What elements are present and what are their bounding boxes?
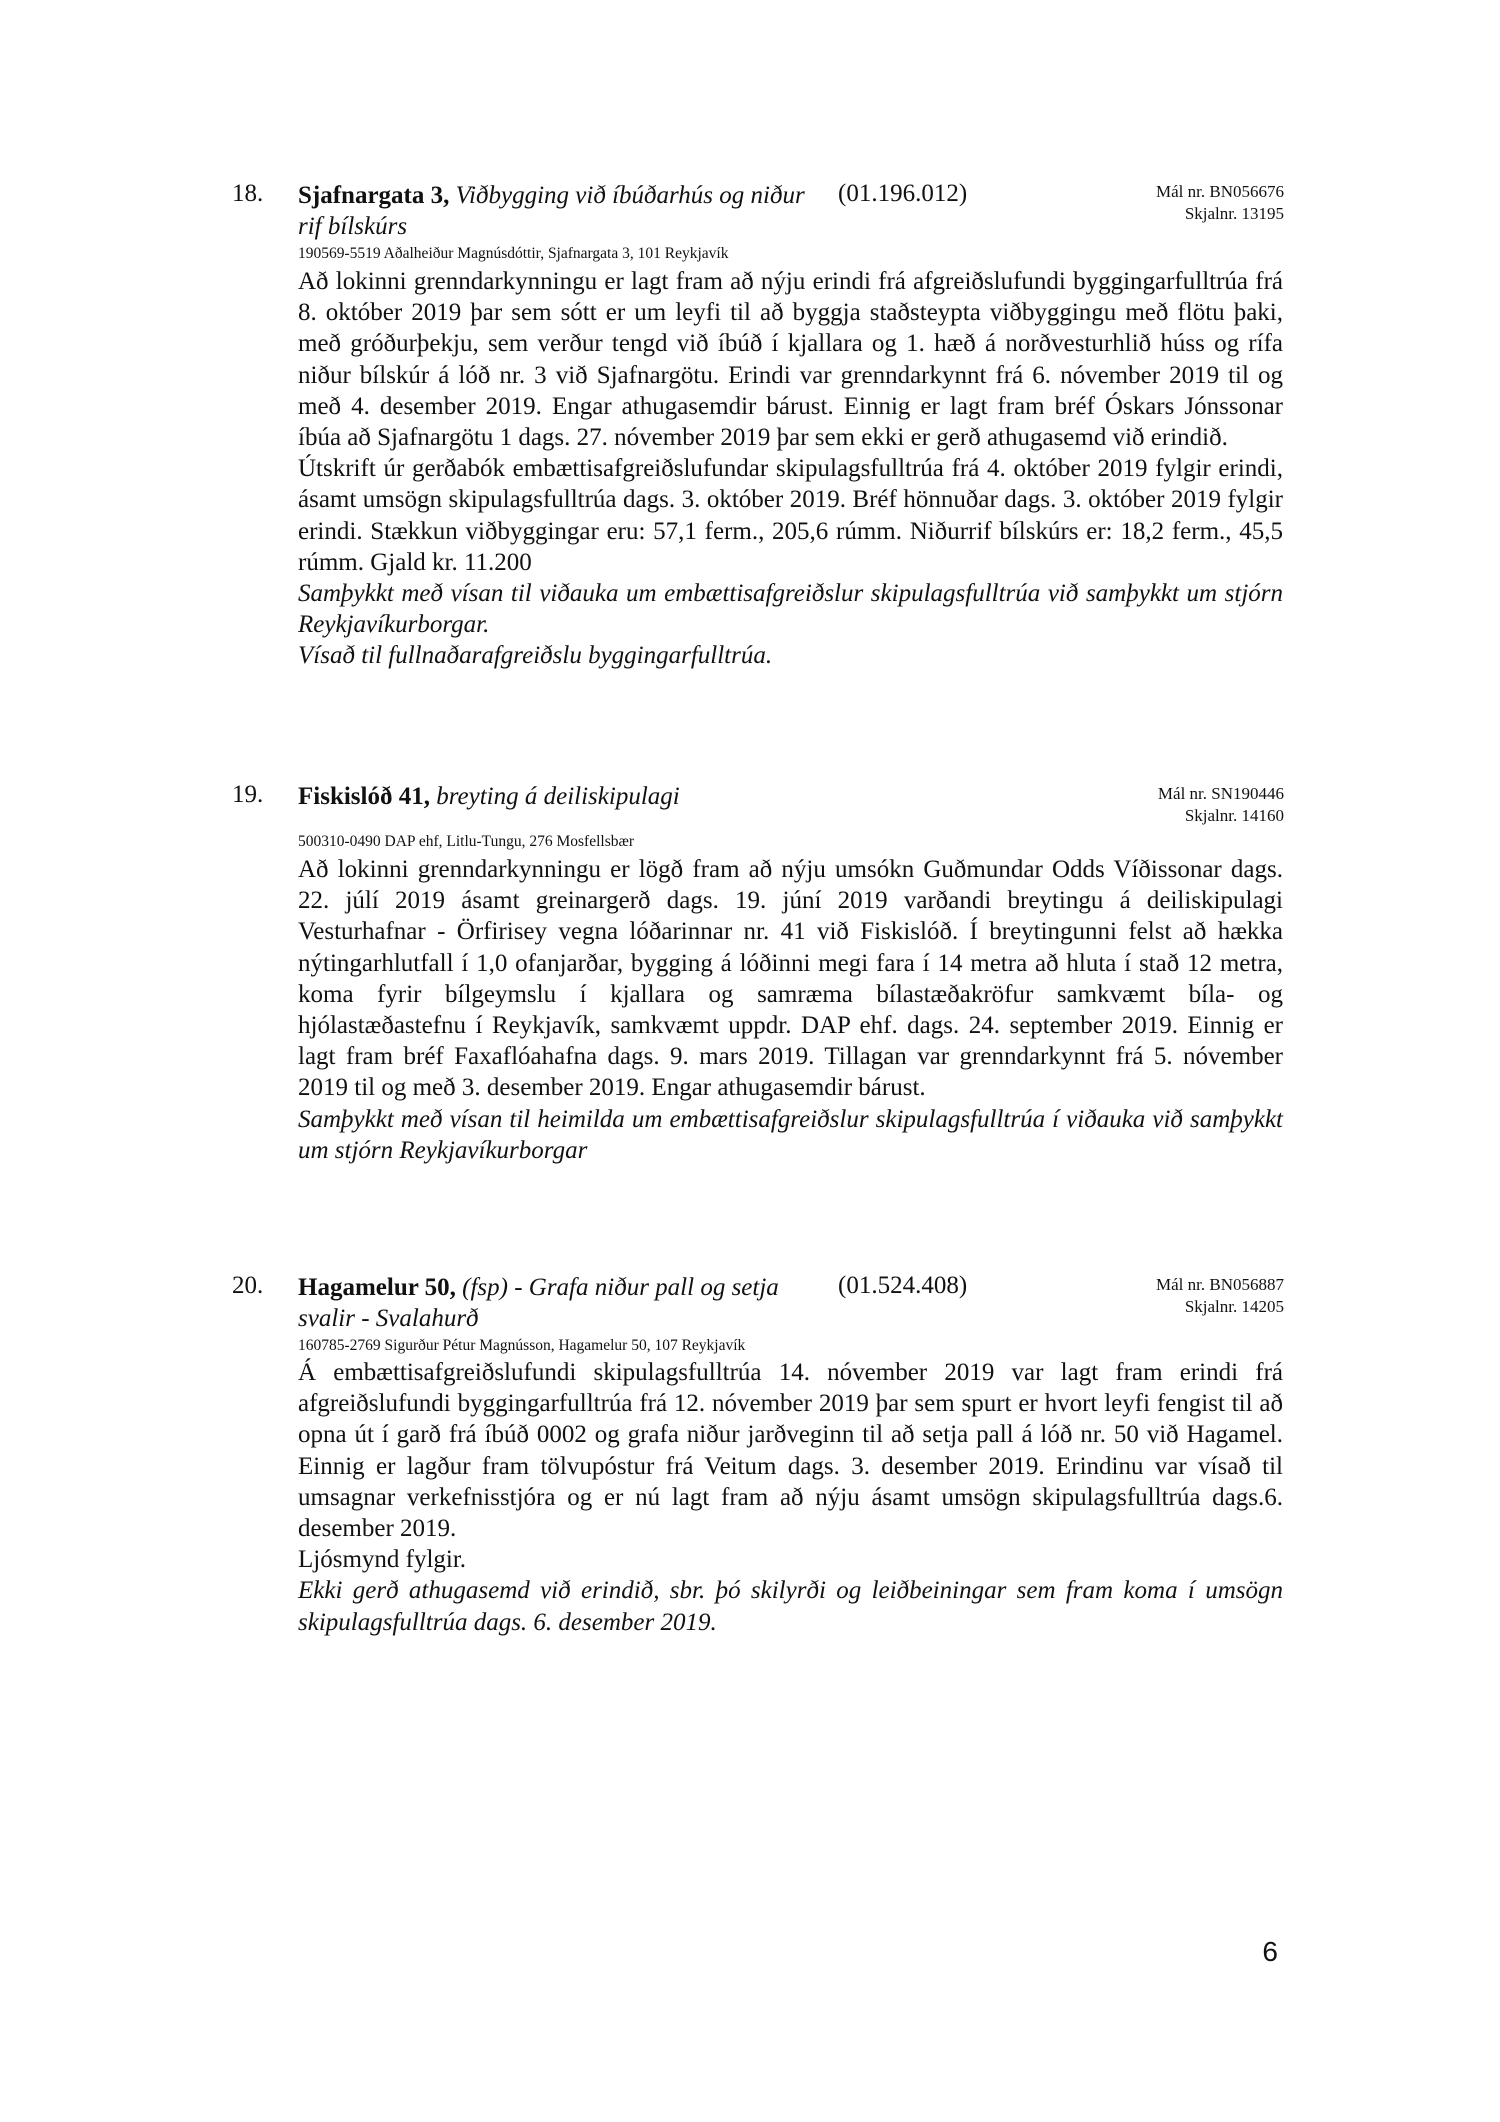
paragraph: Útskrift úr gerðabók embættisafgreiðslufundar skipulagsfulltrúa frá 4. október 2019 fylgir erindi, ásamt umsögn skipulagsfulltrúa dags. 3. október 2019. Bréf hönnuðar dags. 3. október 2019 fylgir erindi. Stækkun viðbyggingar eru: 57,1 ferm., 205,6 rúmm. Niðurrif bílskúrs er: 18,2 ferm., 45,5 rúmm. Gjald kr. 11.200 (298, 455, 1283, 576)
case-number: Mál nr. SN190446 (1157, 784, 1284, 803)
item-meta (1156, 181, 1284, 225)
paragraph: Á embættisafgreiðslufundi skipulagsfulltrúa 14. nóvember 2019 var lagt fram erindi frá afgreiðslufundi byggingarfulltrúa frá 12. nóvember 2019 þar sem spurt er hvort leyfi fengist til að opna út í garð frá íbúð 0002 og grafa niður jarðveginn til að setja pall á lóð nr. 50 við Hagamel. Einnig er lagður fram tölvupóstur frá Veitum dags. 3. desember 2019. Erindinu var vísað til umsagnar verkefnisstjóra og er nú lagt fram að nýju ásamt umsögn skipulagsfulltrúa dags.6. desember 2019. (298, 1359, 1283, 1543)
item-number: 18. (232, 180, 264, 207)
document-number: Skjalnr. 14160 (1184, 806, 1284, 825)
case-number: Mál nr. BN056676 (1156, 182, 1284, 201)
paragraph: Að lokinni grenndarkynningu er lögð fram að nýju umsókn Guðmundar Odds Víðissonar dags. 22. júlí 2019 ásamt greinargerð dags. 19. júní 2019 varðandi breytingu á deiliskipulagi Vesturhafnar - Örfirisey vegna lóðarinnar nr. 41 við Fiskislóð. Í breytingunni felst að hækka nýtingarhlutfall í 1,0 ofanjarðar, bygging á lóðinni megi fara í 14 metra að hluta í stað 12 metra, koma fyrir bílgeymslu í kjallara og samræma bílastæðakröfur samkvæmt bíla- og hjólastæðastefnu í Reykjavík, samkvæmt uppdr. DAP ehf. dags. 24. september 2019. Einnig er lagt fram bréf Faxaflóahafna dags. 9. mars 2019. Tillagan var grenndarkynnt frá 5. nóvember 2019 til og með 3. desember 2019. Engar athugasemdir bárust. (298, 856, 1283, 1102)
item-meta (1158, 783, 1284, 827)
item-title (298, 1272, 808, 1334)
item-reference: (01.196.012) (838, 180, 968, 207)
item-subject: breyting á deiliskipulagi (436, 783, 680, 810)
item-reference: (01.524.408) (838, 1272, 968, 1299)
decision-text: Samþykkt með vísan til heimilda um embættisafgreiðslur skipulagsfulltrúa í viðauka við samþykkt um stjórn Reykjavíkurborgar (298, 1105, 1283, 1164)
item-body (298, 1357, 1283, 1638)
item-subject: (fsp) - Grafa niður pall og setja svalir - Svalahurð (298, 1274, 779, 1332)
applicant-line: 160785-2769 Sigurður Pétur Magnússon, Hagamelur 50, 107 Reykjavík (298, 1337, 746, 1354)
item-address: Fiskislóð 41, (298, 783, 430, 810)
item-meta (1156, 1274, 1284, 1318)
paragraph: Að lokinni grenndarkynningu er lagt fram að nýju erindi frá afgreiðslufundi byggingarfulltrúa frá 8. október 2019 þar sem sótt er um leyfi til að byggja staðsteypta viðbyggingu með flötu þaki, með gróðurþekju, sem verður tengd við íbúð í kjallara og 1. hæð á norðvesturhlið húss og rífa niður bílskúr á lóð nr. 3 við Sjafnargötu. Erindi var grenndarkynnt frá 6. nóvember 2019 til og með 4. desember 2019. Engar athugasemdir bárust. Einnig er lagt fram bréf Óskars Jónssonar íbúa að Sjafnargötu 1 dags. 27. nóvember 2019 þar sem ekki er gerð athugasemd við erindið. (298, 268, 1283, 452)
document-number: Skjalnr. 13195 (1184, 204, 1284, 223)
item-number: 19. (232, 781, 264, 808)
paragraph: Ljósmynd fylgir. (298, 1546, 467, 1574)
item-address: Hagamelur 50, (298, 1274, 456, 1301)
decision-text: Samþykkt með vísan til viðauka um embættisafgreiðslur skipulagsfulltrúa við samþykkt um stjórn Reykjavíkurborgar. (298, 580, 1283, 639)
item-title (298, 180, 808, 242)
page-number: 6 (1262, 1936, 1278, 1967)
item-body (298, 854, 1283, 1166)
document-number: Skjalnr. 14205 (1184, 1297, 1284, 1316)
decision-text: Ekki gerð athugasemd við erindið, sbr. þó skilyrði og leiðbeiningar sem fram koma í umsögn skipulagsfulltrúa dags. 6. desember 2019. (298, 1577, 1283, 1636)
case-number: Mál nr. BN056887 (1156, 1275, 1284, 1294)
applicant-line: 500310-0490 DAP ehf, Litlu-Tungu, 276 Mosfellsbær (298, 833, 634, 850)
applicant-line: 190569-5519 Aðalheiður Magnúsdóttir, Sjafnargata 3, 101 Reykjavík (298, 245, 729, 262)
item-subject: Viðbygging við íbúðarhús og niður rif bílskúrs (298, 182, 805, 240)
item-number: 20. (232, 1272, 264, 1299)
item-body (298, 266, 1283, 672)
item-address: Sjafnargata 3, (298, 182, 450, 209)
item-title (298, 781, 898, 812)
decision-text: Vísað til fullnaðarafgreiðslu byggingarfulltrúa. (298, 642, 773, 670)
